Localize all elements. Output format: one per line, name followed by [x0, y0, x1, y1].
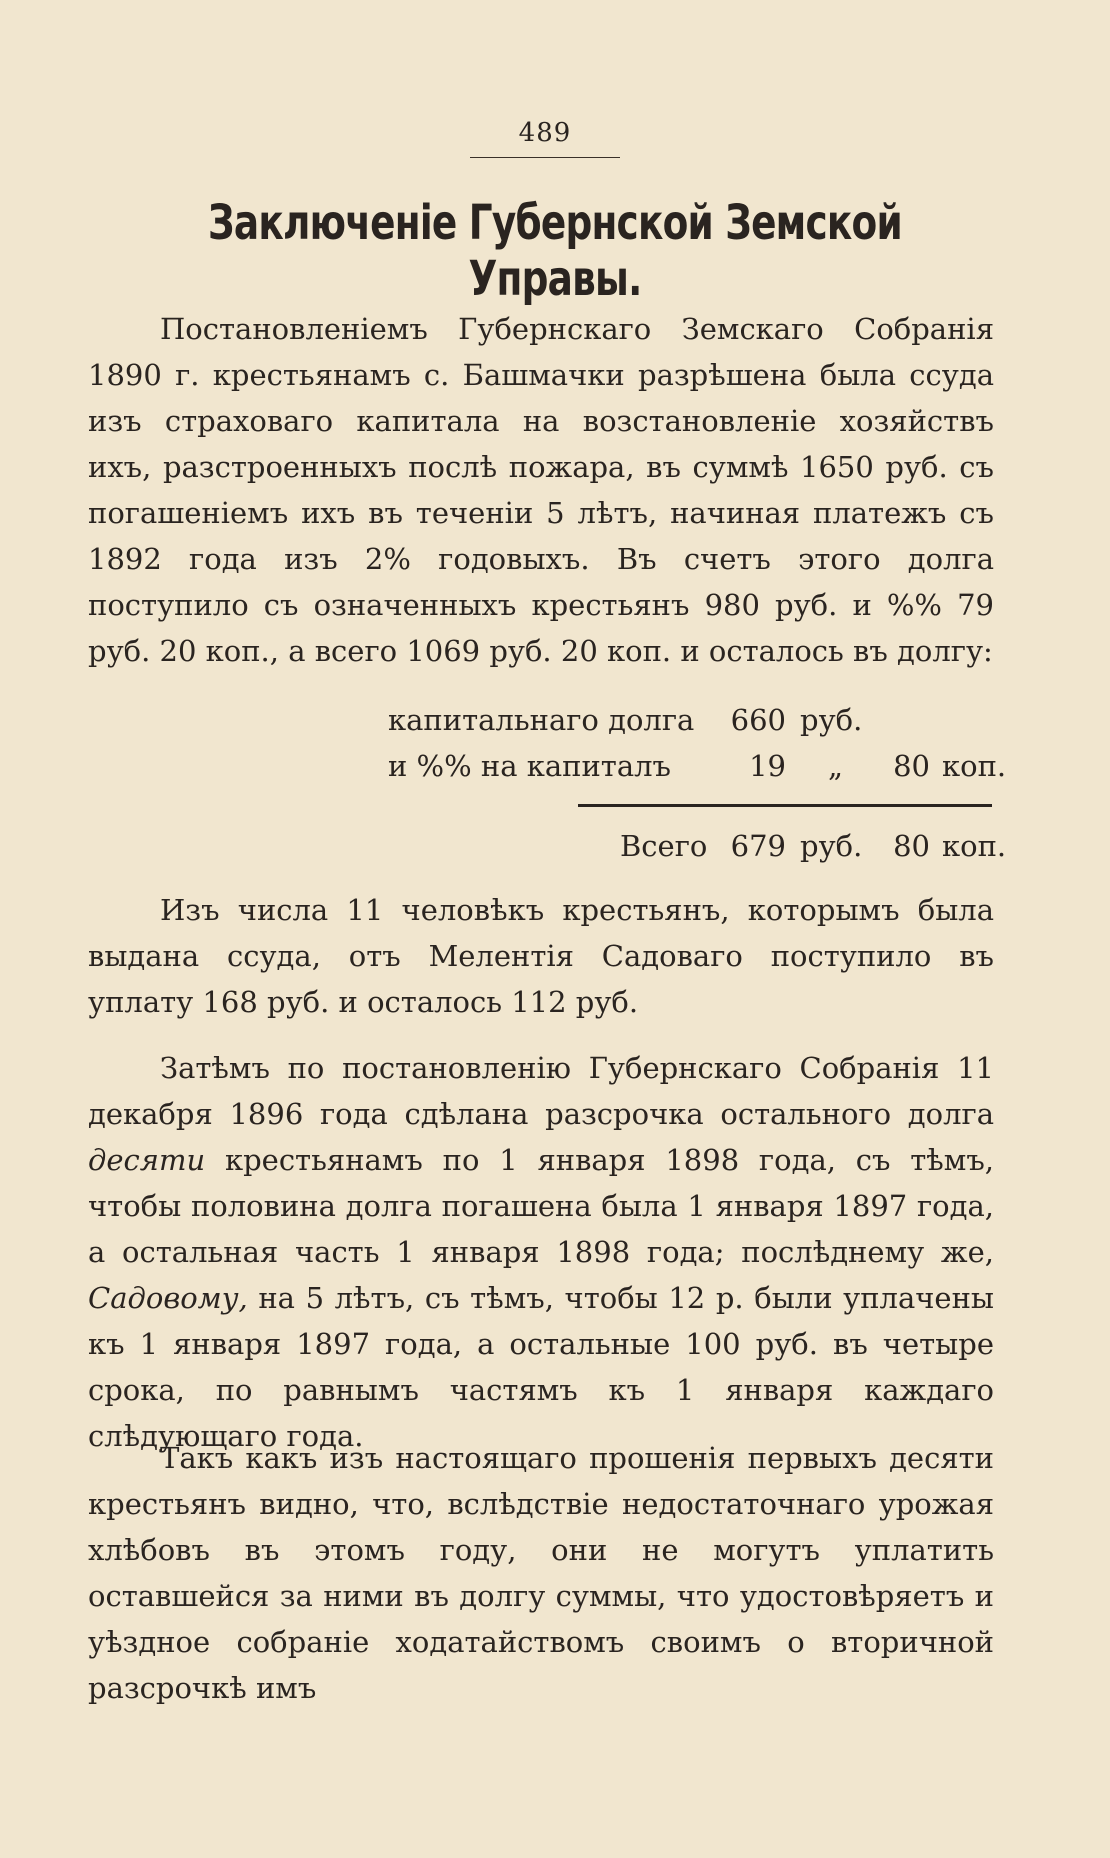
calc-label: и %% на капиталъ	[388, 749, 671, 783]
paragraph-installment-decision	[88, 1045, 994, 1459]
text-run: Затѣмъ по постановленію Губернскаго Собранія 11 декабря 1896 года сдѣлана разсрочка остального долга	[88, 1051, 994, 1131]
sum-rule	[578, 804, 992, 807]
calc-label: капитальнаго долга	[388, 703, 695, 737]
calc-total-amount: 679	[730, 829, 786, 863]
paragraph-loan-history: Постановленіемъ Губернскаго Земскаго Собранія 1890 г. крестьянамъ с. Башмачки разрѣшена была ссуда изъ страховаго капитала на возстановленіе хозяйствъ ихъ, разстроенныхъ послѣ пожара, въ суммѣ 1650 руб. съ погашеніемъ ихъ въ теченіи 5 лѣтъ, начиная платежъ съ 1892 года изъ 2% годовыхъ. Въ счетъ этого долга поступило съ означенныхъ крестьянъ 980 руб. и %% 79 руб. 20 коп., а всего 1069 руб. 20 коп. и осталось въ долгу:	[88, 312, 994, 668]
emphasis-ten: десяти	[88, 1143, 206, 1177]
calc-row-interest	[380, 743, 1007, 789]
calc-amount: 660	[730, 703, 786, 737]
calc-ditto: „	[828, 749, 844, 783]
calc-kop: коп.	[942, 749, 1007, 783]
calc-row-total	[380, 823, 1007, 869]
calc-rub: руб.	[800, 703, 863, 737]
page-number: 489	[518, 118, 572, 148]
paragraph-sadovoy-payment: Изъ числа 11 человѣкъ крестьянъ, которымъ была выдана ссуда, отъ Мелентія Садоваго поступило въ уплату 168 руб. и осталось 112 руб.	[88, 893, 994, 1019]
calc-total-kop: коп.	[942, 829, 1007, 863]
calc-total-rub: руб.	[800, 829, 863, 863]
page-number-rule	[470, 157, 620, 158]
text-run: крестьянамъ по 1 января 1898 года, съ тѣмъ, чтобы половина долга погашена была 1 января 1897 года, а остальная часть 1 января 1898 года; послѣднему же,	[88, 1143, 994, 1269]
calc-total-kop-amount: 80	[893, 829, 930, 863]
section-heading: Заключеніе Губернской Земской Управы.	[208, 195, 902, 307]
calc-row-principal	[380, 697, 994, 743]
emphasis-sadovoy: Садовому,	[88, 1281, 248, 1315]
text-run: на 5 лѣтъ, съ тѣмъ, чтобы 12 р. были уплачены къ 1 января 1897 года, а остальные 100 руб. въ четыре срока, по равнымъ частямъ къ 1 января каждаго слѣдующаго года.	[88, 1281, 994, 1453]
paragraph-harvest-failure: Такъ какъ изъ настоящаго прошенія первыхъ десяти крестьянъ видно, что, вслѣдствіе недостаточнаго урожая хлѣбовъ въ этомъ году, они не могутъ уплатить оставшейся за ними въ долгу суммы, что удостовѣряетъ и уѣздное собраніе ходатайствомъ своимъ о вторичной разсрочкѣ имъ	[88, 1441, 994, 1705]
calc-kop-amount: 80	[893, 749, 930, 783]
calc-total-label: Всего	[620, 829, 708, 863]
calc-amount: 19	[749, 749, 786, 783]
